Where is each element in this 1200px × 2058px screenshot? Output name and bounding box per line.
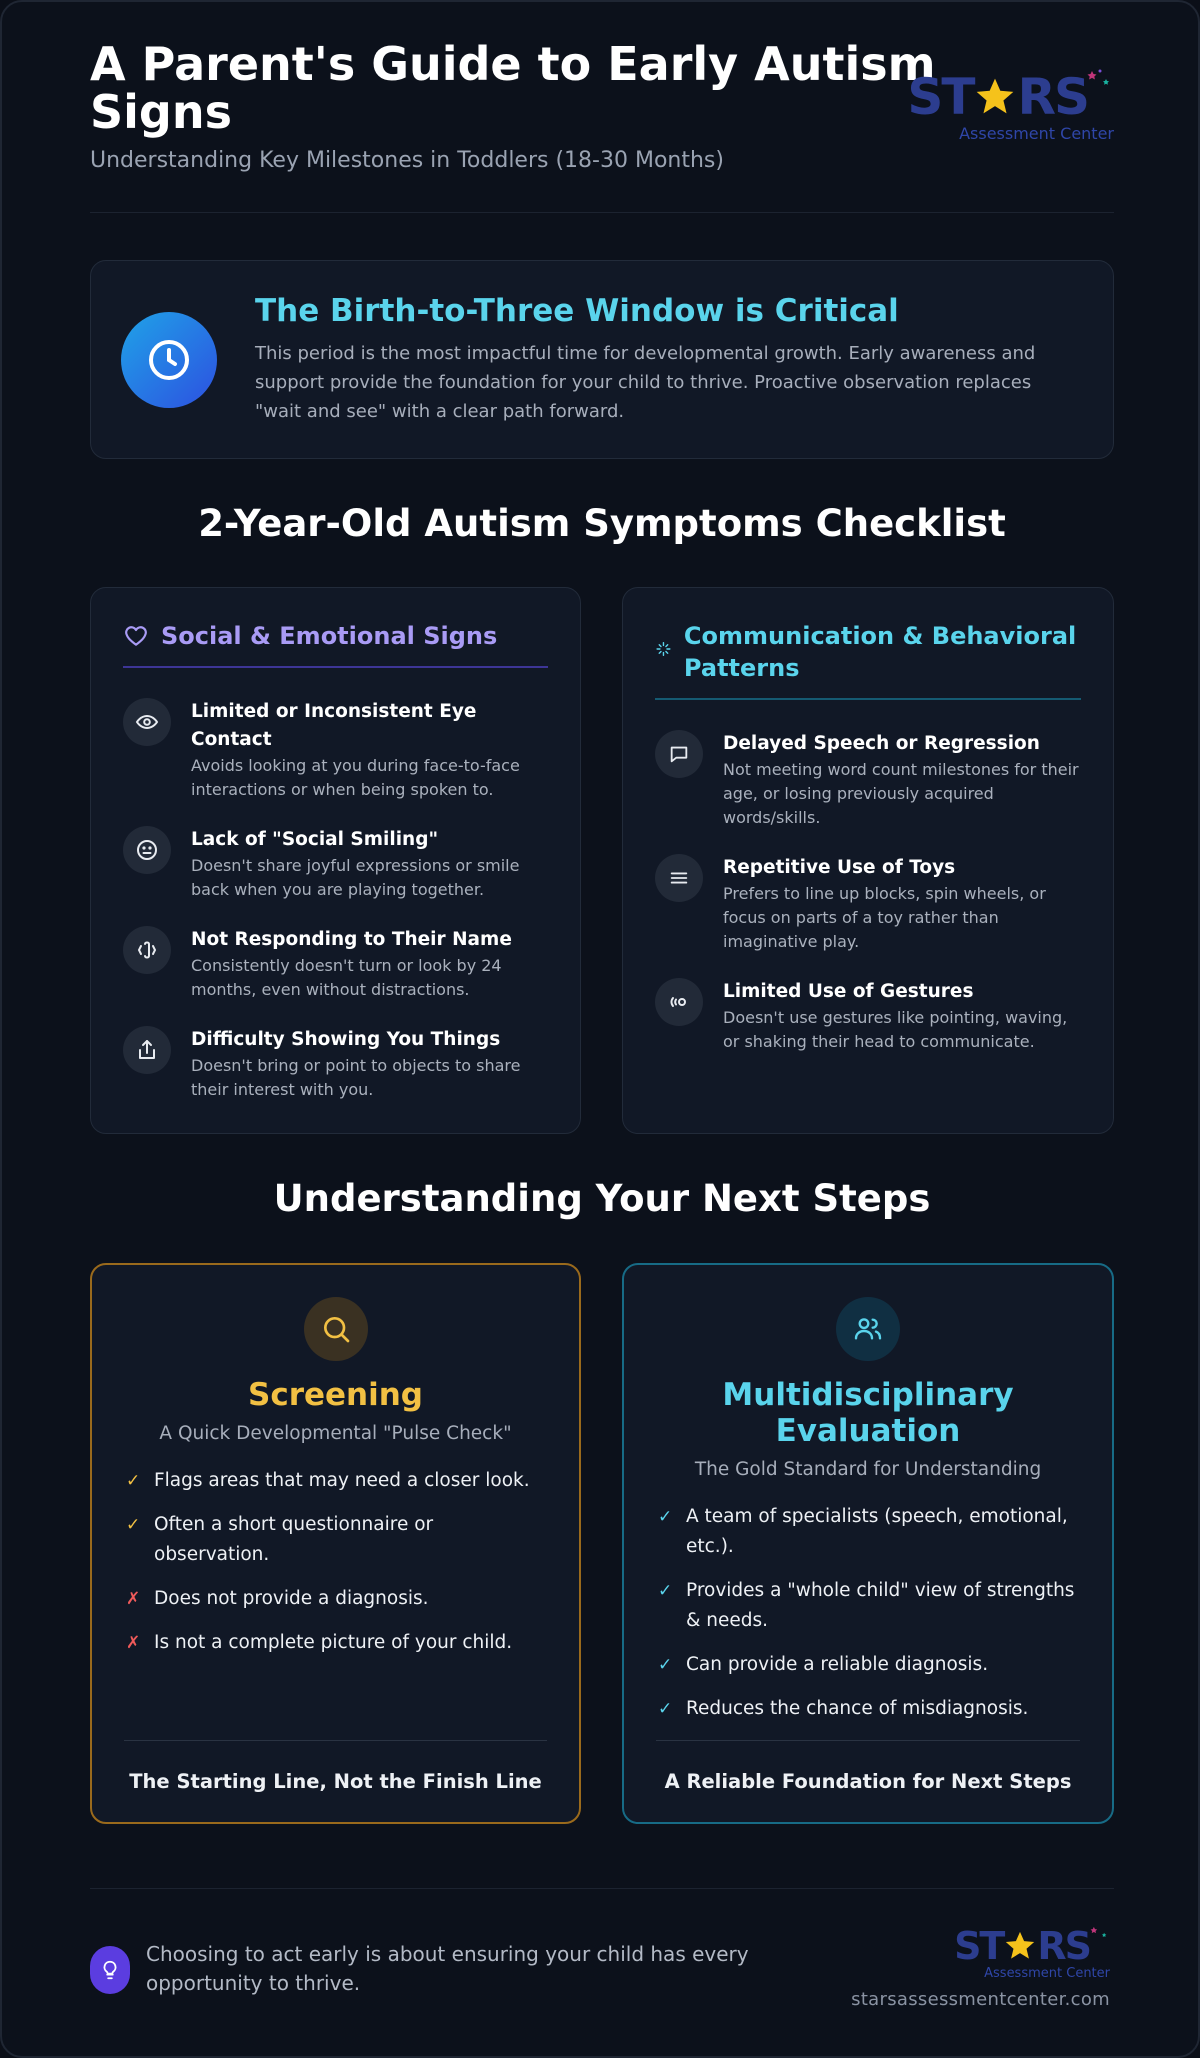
- sign-title: Lack of "Social Smiling": [191, 829, 439, 850]
- share-icon: [123, 1026, 171, 1074]
- page-subtitle: Understanding Key Milestones in Toddlers (18-30 Months): [90, 148, 724, 173]
- logo-tagline: Assessment Center: [984, 1966, 1110, 1981]
- list-item: [655, 978, 1081, 1054]
- website-link[interactable]: starsassessmentcenter.com: [851, 1989, 1110, 2010]
- critical-window-callout: [90, 260, 1114, 459]
- screening-tagline: A Quick Developmental "Pulse Check": [159, 1423, 512, 1444]
- social-card-title: Social & Emotional Signs: [161, 622, 498, 650]
- evaluation-title: Multidisciplinary Evaluation: [722, 1377, 1014, 1449]
- sparkle-icon: [655, 638, 672, 660]
- check-icon: ✓: [658, 1655, 673, 1675]
- screening-title: Screening: [248, 1377, 423, 1413]
- sign-description: Doesn't share joyful expressions or smile back when you are playing together.: [191, 856, 520, 899]
- communication-card-title: Communication & Behavioral Patterns: [683, 622, 1077, 682]
- list-item: [126, 1510, 545, 1570]
- check-icon: ✓: [126, 1471, 141, 1491]
- logo-text-right: RS: [1017, 68, 1088, 126]
- list-item: [658, 1576, 1078, 1636]
- list-item: [658, 1650, 1078, 1680]
- screening-card: [90, 1263, 581, 1824]
- point-text: Reduces the chance of misdiagnosis.: [686, 1698, 1029, 1719]
- sign-title: Not Responding to Their Name: [191, 929, 512, 950]
- cross-icon: ✗: [126, 1589, 141, 1609]
- check-icon: ✓: [658, 1581, 673, 1601]
- search-icon: [304, 1297, 368, 1361]
- list-item: [123, 826, 548, 902]
- evaluation-tagline: The Gold Standard for Understanding: [694, 1459, 1042, 1480]
- list-item: [123, 926, 548, 1002]
- evaluation-card: [622, 1263, 1114, 1824]
- evaluation-points: [624, 1502, 1112, 1724]
- screening-footer: The Starting Line, Not the Finish Line: [124, 1740, 547, 1822]
- sign-description: Not meeting word count milestones for their age, or losing previously acquired words/skills.: [723, 760, 1079, 827]
- ear-icon: [123, 926, 171, 974]
- list-item: [658, 1502, 1078, 1562]
- sign-title: Delayed Speech or Regression: [723, 733, 1040, 754]
- logo-text-left: ST: [954, 1924, 1004, 1968]
- sign-description: Avoids looking at you during face-to-face interactions or when being spoken to.: [191, 756, 520, 799]
- list-item: [658, 1694, 1078, 1724]
- point-text: Does not provide a diagnosis.: [154, 1588, 429, 1609]
- heart-icon: [123, 623, 149, 649]
- footer-divider: [90, 1888, 1114, 1889]
- callout-title: The Birth-to-Three Window is Critical: [255, 293, 899, 329]
- speech-bubble-icon: [655, 730, 703, 778]
- check-icon: ✓: [658, 1507, 673, 1527]
- communication-card-divider: [655, 698, 1081, 700]
- logo-text-left: ST: [907, 68, 974, 126]
- footer-brand-logo: [954, 1924, 1110, 1981]
- logo-wordmark: [907, 68, 1114, 126]
- lines-icon: [655, 854, 703, 902]
- list-item: [123, 698, 548, 802]
- clock-icon: [121, 312, 217, 408]
- sign-title: Limited or Inconsistent Eye Contact: [191, 701, 477, 750]
- lightbulb-icon: [90, 1946, 130, 1994]
- checklist-heading: 2-Year-Old Autism Symptoms Checklist: [198, 502, 1006, 545]
- star-icon: [1003, 1929, 1037, 1963]
- users-icon: [836, 1297, 900, 1361]
- point-text: Provides a "whole child" view of strengths & needs.: [686, 1580, 1075, 1631]
- sign-title: Repetitive Use of Toys: [723, 857, 956, 878]
- check-icon: ✓: [658, 1699, 673, 1719]
- next-steps-heading: Understanding Your Next Steps: [273, 1177, 931, 1220]
- eye-icon: [123, 698, 171, 746]
- sign-description: Doesn't bring or point to objects to share their interest with you.: [191, 1056, 521, 1099]
- logo-text-right: RS: [1037, 1924, 1090, 1968]
- social-card-divider: [123, 666, 548, 668]
- star-icon: [973, 75, 1017, 119]
- point-text: Is not a complete picture of your child.: [154, 1632, 513, 1653]
- point-text: Often a short questionnaire or observation.: [154, 1514, 434, 1565]
- logo-tagline: Assessment Center: [959, 124, 1114, 143]
- social-emotional-card: [90, 587, 581, 1134]
- sparkles-icon: [1084, 67, 1114, 97]
- sparkles-icon: [1088, 1924, 1110, 1946]
- sign-title: Limited Use of Gestures: [723, 981, 974, 1002]
- list-item: [126, 1584, 545, 1614]
- wave-icon: [655, 978, 703, 1026]
- point-text: A team of specialists (speech, emotional, etc.).: [686, 1506, 1068, 1557]
- sign-title: Difficulty Showing You Things: [191, 1029, 501, 1050]
- list-item: [126, 1466, 545, 1496]
- communication-behavior-card: [622, 587, 1114, 1134]
- list-item: [123, 1026, 548, 1102]
- page-header: [90, 37, 1114, 213]
- list-item: [655, 730, 1081, 830]
- footer-message: Choosing to act early is about ensuring your child has every opportunity to thrive.: [146, 1942, 749, 1995]
- callout-body: This period is the most impactful time for developmental growth. Early awareness and support provide the foundation for your child to thrive. Proactive observation replaces "wait and see" with a clear path forward.: [255, 343, 1036, 422]
- sign-description: Consistently doesn't turn or look by 24 months, even without distractions.: [191, 956, 502, 999]
- point-text: Flags areas that may need a closer look.: [154, 1470, 530, 1491]
- cross-icon: ✗: [126, 1633, 141, 1653]
- logo-wordmark: [954, 1924, 1110, 1968]
- neutral-face-icon: [123, 826, 171, 874]
- brand-logo: [907, 68, 1114, 143]
- point-text: Can provide a reliable diagnosis.: [686, 1654, 989, 1675]
- list-item: [126, 1628, 545, 1658]
- sign-description: Prefers to line up blocks, spin wheels, or focus on parts of a toy rather than imaginative play.: [723, 884, 1046, 951]
- check-icon: ✓: [126, 1515, 141, 1535]
- list-item: [655, 854, 1081, 954]
- sign-description: Doesn't use gestures like pointing, waving, or shaking their head to communicate.: [723, 1008, 1068, 1051]
- evaluation-footer: A Reliable Foundation for Next Steps: [656, 1740, 1080, 1822]
- screening-points: [92, 1466, 579, 1658]
- page-title: A Parent's Guide to Early Autism Signs: [90, 37, 936, 139]
